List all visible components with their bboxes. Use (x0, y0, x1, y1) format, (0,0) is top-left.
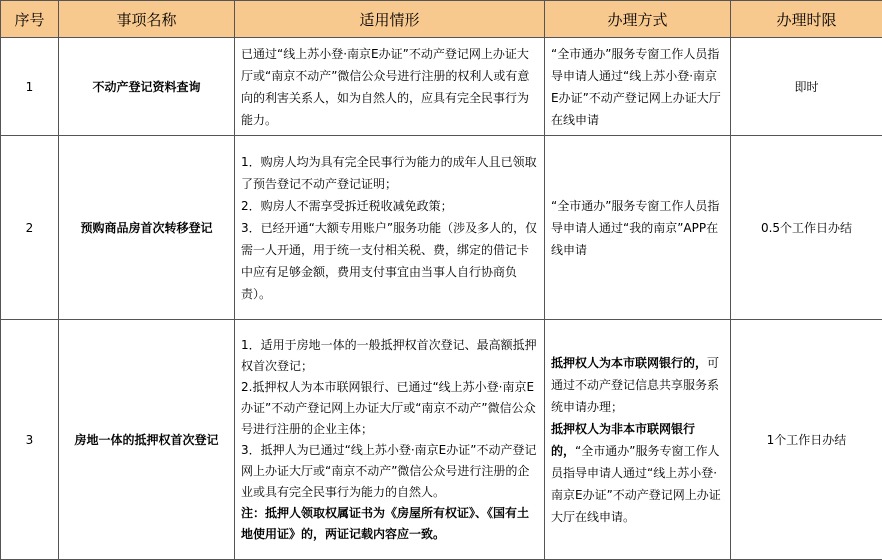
method-text: “全市通办”服务专窗工作人员指导申请人通过“我的南京”APP在线申请 (551, 198, 720, 257)
table-row (1, 136, 882, 320)
header-no: 序号 (1, 1, 59, 38)
header-row (1, 1, 882, 38)
scope-cell (235, 320, 545, 560)
method-text: “全市通办”服务专窗工作人员指导申请人通过“线上苏小登·南京E办证”不动产登记网上办证大厅在线申请 (551, 46, 721, 127)
item-name: 预购商品房首次转移登记 (59, 136, 235, 320)
scope-text: 1．适用于房地一体的一般抵押权首次登记、最高额抵押权首次登记； (241, 337, 537, 373)
item-name: 不动产登记资料查询 (59, 38, 235, 136)
time-limit: 0.5个工作日办结 (731, 136, 882, 320)
scope-cell (235, 38, 545, 136)
method-bold: 抵押权人为本市联网银行的， (551, 355, 708, 370)
row-number: 2 (1, 136, 59, 320)
table-row (1, 320, 882, 560)
method-cell (545, 320, 731, 560)
table-row (1, 38, 882, 136)
method-bold: 抵押权人为非本市联网银行的， (551, 421, 696, 458)
item-name: 房地一体的抵押权首次登记 (59, 320, 235, 560)
scope-cell (235, 136, 545, 320)
header-scope: 适用情形 (235, 1, 545, 38)
scope-text: 1．购房人均为具有完全民事行为能力的成年人且已领取了预告登记不动产登记证明； (241, 154, 537, 191)
method-cell (545, 136, 731, 320)
header-name: 事项名称 (59, 1, 235, 38)
scope-text: 3．已经开通“大额专用账户”服务功能（涉及多人的，仅需一人开通，用于统一支付相关税、费，绑定的借记卡中应有足够金额，费用支付事宜由当事人自行协商负责）。 (241, 220, 538, 301)
time-limit: 1个工作日办结 (731, 320, 882, 560)
method-paragraph (551, 418, 724, 528)
scope-text: 2.抵押权人为本市联网银行、已通过“线上苏小登·南京E办证”不动产登记网上办证大厅或“南京不动产”微信公众号进行注册的企业主体； (241, 379, 536, 436)
scope-text: 已通过“线上苏小登·南京E办证”不动产登记网上办证大厅或“南京不动产”微信公众号进行注册的权利人或有意向的利害关系人，如为自然人的，应具有完全民事行为能力。 (241, 46, 530, 127)
row-number: 3 (1, 320, 59, 560)
scope-text: 2．购房人不需享受拆迁税收减免政策； (241, 198, 453, 213)
header-method: 办理方式 (545, 1, 731, 38)
method-text: 可通过不动产登记信息共享服务系统申请办理； (551, 355, 720, 414)
scope-note: 注：抵押人领取权属证书为《房屋所有权证》、《国有土地使用证》的，两证记载内容应一致。 (241, 505, 530, 541)
method-text: “全市通办”服务专窗工作人员指导申请人通过“线上苏小登·南京E办证”不动产登记网上办证大厅在线申请。 (551, 443, 721, 524)
scope-text: 3．抵押人为已通过“线上苏小登·南京E办证”不动产登记网上办证大厅或“南京不动产”微信公众号进行注册的企业或具有完全民事行为能力的自然人。 (241, 442, 537, 499)
time-limit: 即时 (731, 38, 882, 136)
method-paragraph (551, 352, 724, 418)
row-number: 1 (1, 38, 59, 136)
header-time: 办理时限 (731, 1, 882, 38)
method-cell (545, 38, 731, 136)
